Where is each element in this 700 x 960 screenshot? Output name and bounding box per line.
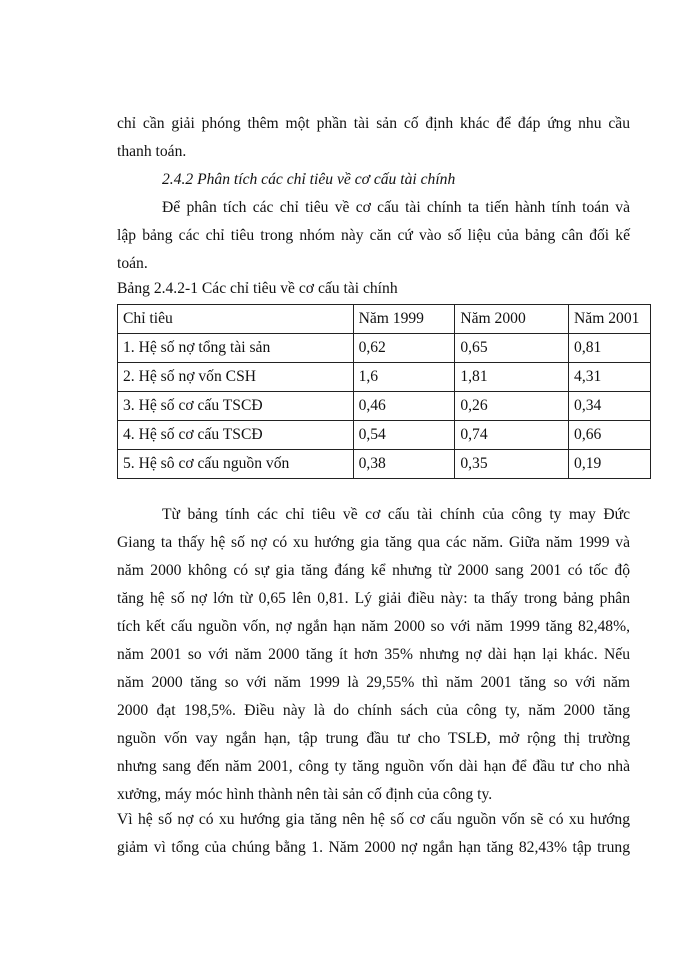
table-cell: 0,38 (353, 450, 455, 479)
table-row (118, 363, 651, 392)
table-cell: 0,74 (455, 421, 569, 450)
analysis-line-7: năm 2000 tăng so với năm 1999 là 29,55% thì năm 2001 tăng so với năm (117, 674, 630, 691)
header-cell: Năm 2000 (455, 305, 569, 334)
table-cell: 1,6 (353, 363, 455, 392)
analysis-line-4: tăng hệ số nợ lớn từ 0,65 lên 0,81. Lý giải điều này: ta thấy trong bảng phân (117, 590, 630, 607)
table-cell: 0,54 (353, 421, 455, 450)
conclusion-line-2: giảm vì tổng của chúng bằng 1. Năm 2000 nợ ngắn hạn tăng 82,43% tập trung (117, 839, 630, 856)
table-cell: 4. Hệ số cơ cấu TSCĐ (118, 421, 354, 450)
analysis-line-11: xưởng, máy móc hình thành nên tài sản cố định của công ty. (117, 786, 493, 803)
analysis-line-5: tích kết cấu nguồn vốn, nợ ngắn hạn năm 2000 so với năm 1999 tăng 82,48%, (117, 618, 630, 635)
header-cell: Năm 2001 (569, 305, 651, 334)
conclusion-line-1: Vì hệ số nợ có xu hướng gia tăng nên hệ số cơ cấu nguồn vốn sẽ có xu hướng (117, 811, 630, 828)
table-row (118, 421, 651, 450)
table-header-row (118, 305, 651, 334)
analysis-line-3: năm 2000 không có sự gia tăng đáng kể nhưng từ 2000 sang 2001 có tốc độ (117, 562, 630, 579)
header-cell: Chỉ tiêu (118, 305, 354, 334)
table-cell: 1. Hệ số nợ tổng tài sản (118, 334, 354, 363)
table-cell: 1,81 (455, 363, 569, 392)
analysis-line-9: nguồn vốn vay ngắn hạn, tập trung đầu tư cho TSLĐ, mở rộng thị trường (117, 730, 630, 747)
financial-structure-table (117, 304, 651, 479)
table-cell: 0,19 (569, 450, 651, 479)
table-row (118, 334, 651, 363)
table-cell: 0,34 (569, 392, 651, 421)
table-cell: 2. Hệ số nợ vốn CSH (118, 363, 354, 392)
table-cell: 0,65 (455, 334, 569, 363)
table-cell: 0,66 (569, 421, 651, 450)
lead-line-2: lập bảng các chỉ tiêu trong nhóm này căn cứ vào số liệu của bảng cân đối kế (117, 227, 630, 244)
analysis-line-2: Giang ta thấy hệ số nợ có xu hướng gia tăng qua các năm. Giữa năm 1999 và (117, 534, 630, 551)
analysis-line-8: 2000 đạt 198,5%. Điều này là do chính sách của công ty, năm 2000 tăng (117, 702, 630, 719)
analysis-line-1: Từ bảng tính các chỉ tiêu về cơ cấu tài chính của công ty may Đức (162, 506, 630, 523)
table-cell: 4,31 (569, 363, 651, 392)
lead-line-3: toán. (117, 255, 148, 272)
lead-line-1: Để phân tích các chỉ tiêu về cơ cấu tài chính ta tiến hành tính toán và (162, 199, 630, 216)
analysis-line-6: năm 2001 so với năm 2000 tăng ít hơn 35% nhưng nợ dài hạn lại khác. Nếu (117, 646, 630, 663)
table-cell: 0,35 (455, 450, 569, 479)
table-cell: 0,81 (569, 334, 651, 363)
section-heading: 2.4.2 Phân tích các chỉ tiêu về cơ cấu tài chính (162, 171, 456, 188)
analysis-line-10: nhưng sang đến năm 2001, công ty tăng nguồn vốn dài hạn để đầu tư cho nhà (117, 758, 630, 775)
table-row (118, 392, 651, 421)
header-cell: Năm 1999 (353, 305, 455, 334)
table-cell: 3. Hệ số cơ cấu TSCĐ (118, 392, 354, 421)
intro-line-1: chỉ cần giải phóng thêm một phần tài sản cố định khác để đáp ứng nhu cầu (117, 115, 630, 132)
table-caption: Bảng 2.4.2-1 Các chỉ tiêu về cơ cấu tài chính (117, 280, 398, 297)
intro-line-2: thanh toán. (117, 143, 187, 160)
table-cell: 0,46 (353, 392, 455, 421)
table-cell: 0,62 (353, 334, 455, 363)
table-cell: 5. Hệ sô cơ cấu nguồn vốn (118, 450, 354, 479)
table-row (118, 450, 651, 479)
table-cell: 0,26 (455, 392, 569, 421)
